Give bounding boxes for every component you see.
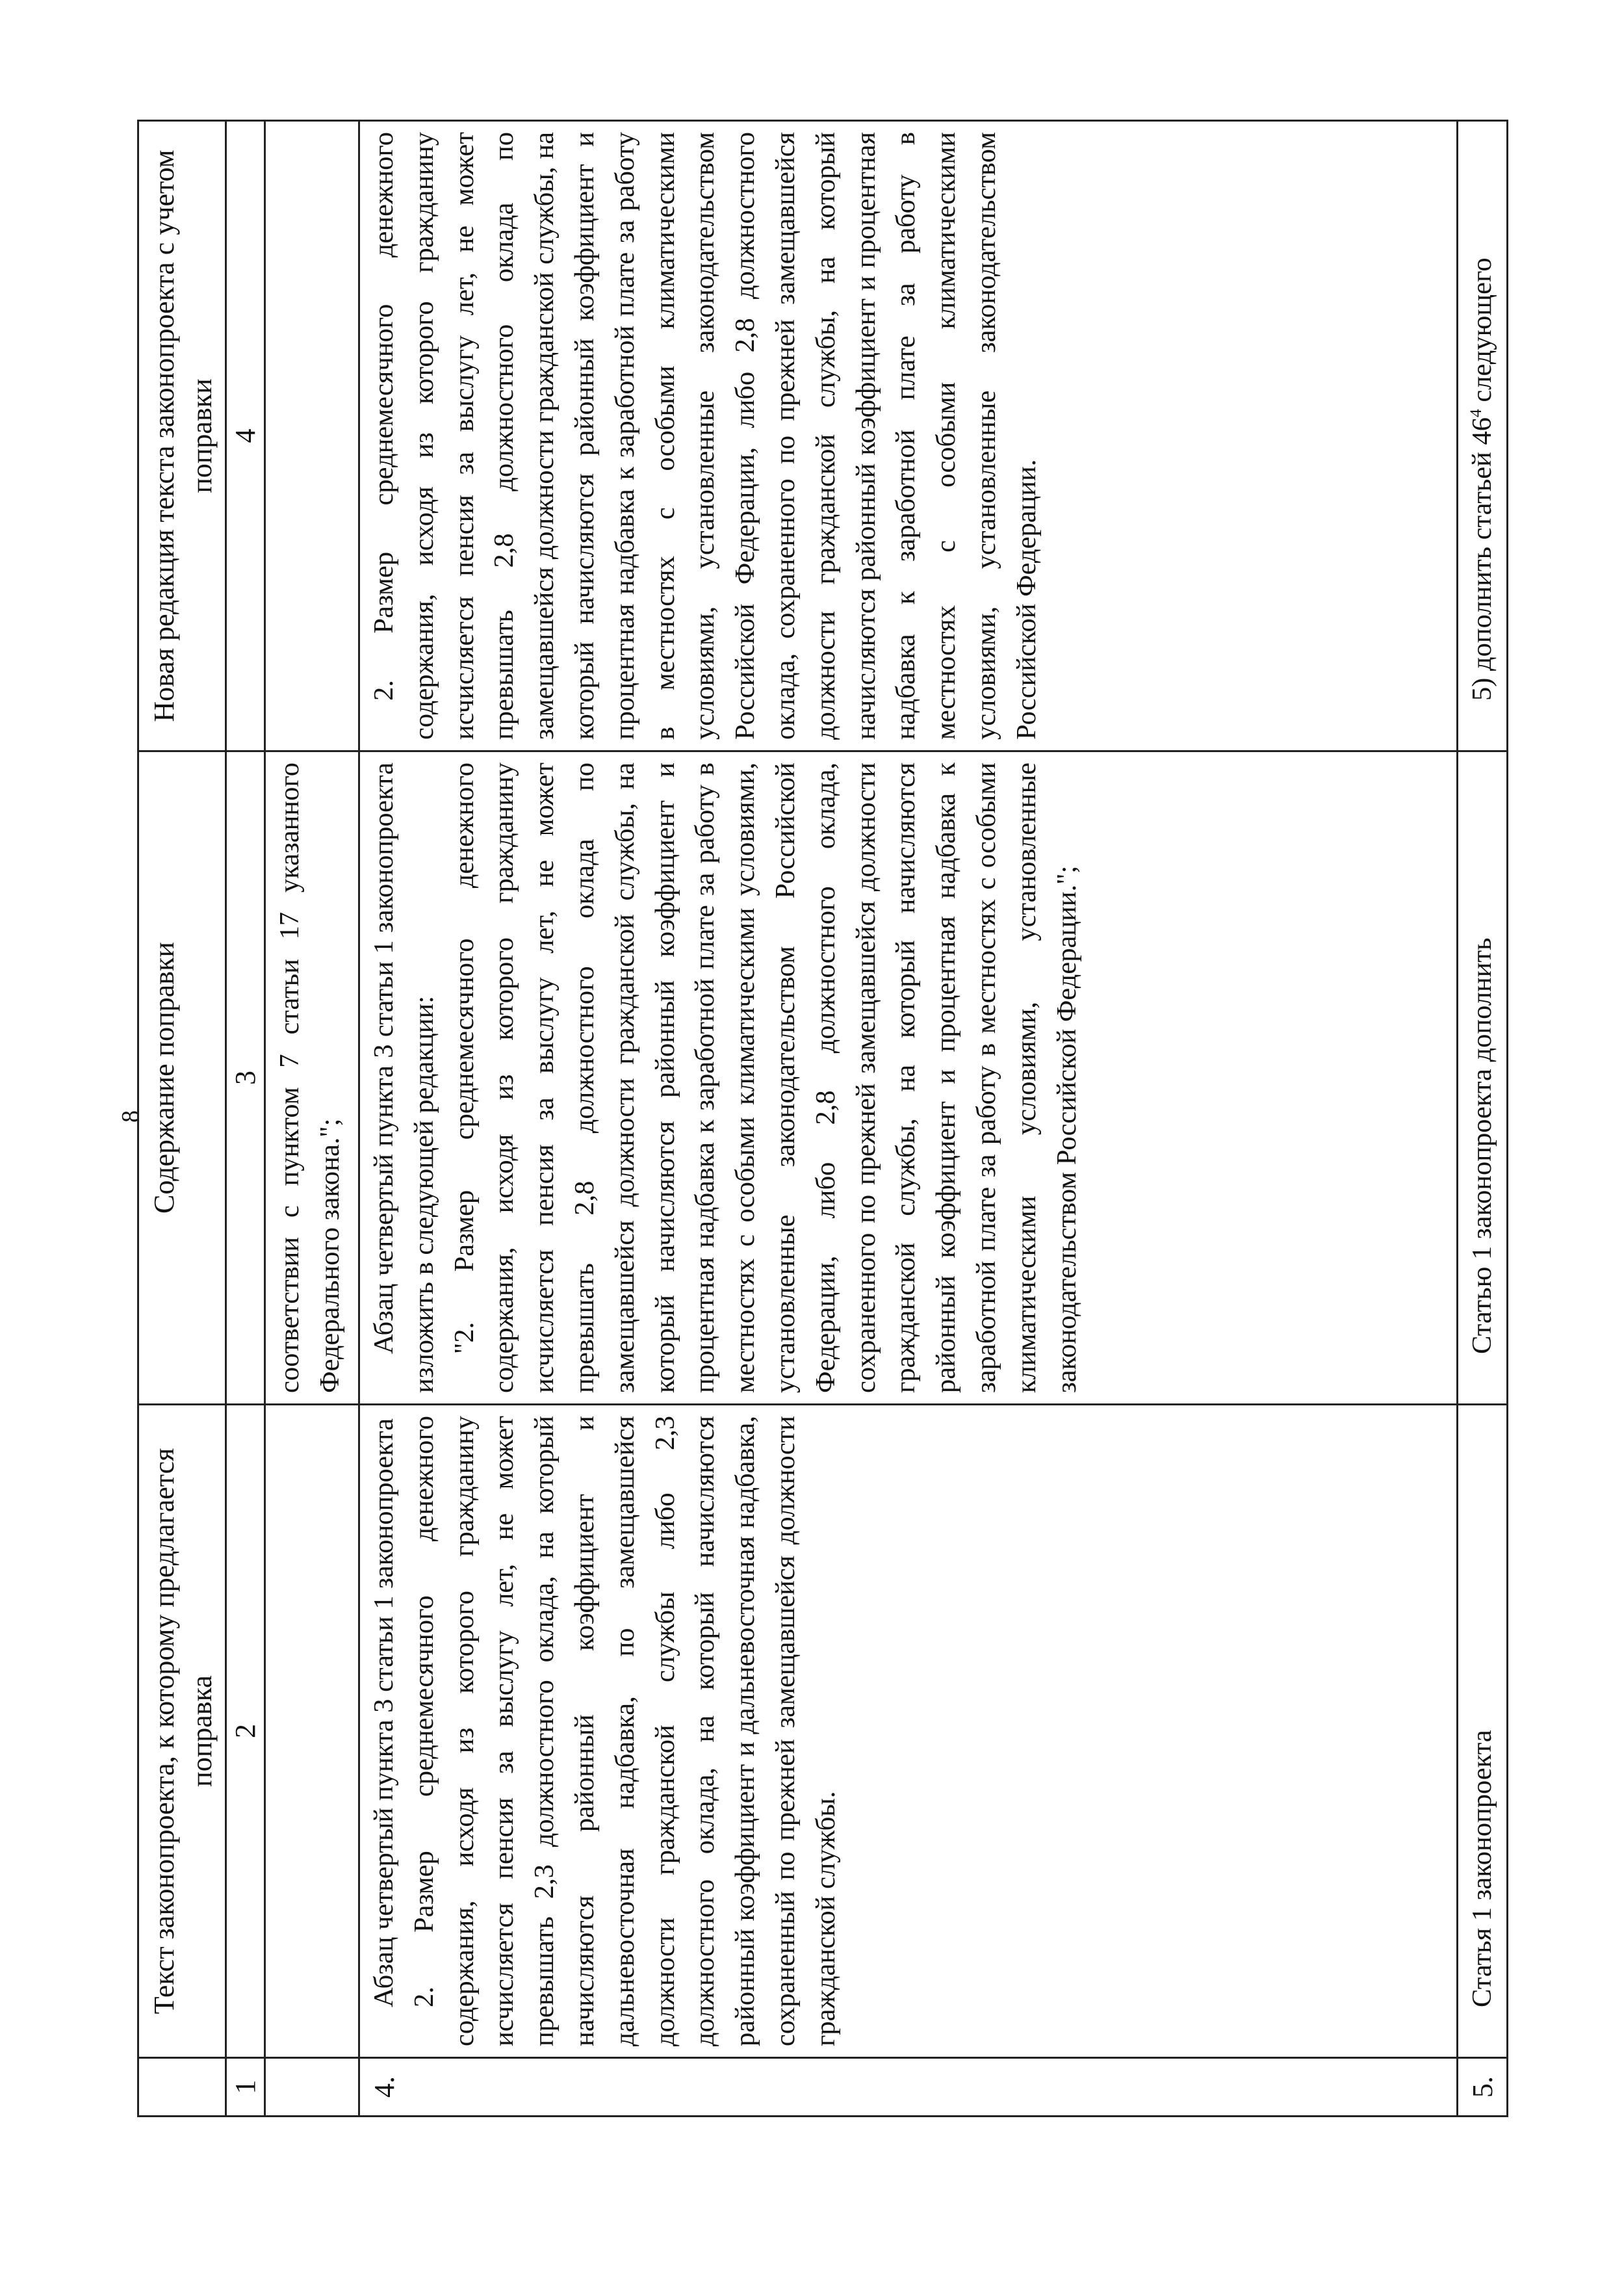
table-row [265, 121, 359, 2117]
row-col-3-text: соответствии с пунктом 7 статьи 17 указанного Федерального закона."; [274, 763, 345, 1393]
row-col-4-text [1462, 132, 1502, 740]
row-col-3-text: Статью 1 законопроекта дополнить [1467, 937, 1497, 1354]
header-col-4: Новая редакция текста законопроекта с учетом поправки [138, 121, 226, 751]
amendments-table [137, 120, 1508, 2117]
row-col-4-text: 2. Размер среднемесячного денежного содержания, исходя из которого гражданину исчисляется пенсия за выслугу лет, не может превышать 2,8 должностного оклада по замещавшейся должности гражданской службы, на который начисляются районный коэффициент и процентная надбавка к заработной плате за работу в местностях с особыми климатическими условиями, установленные законодательством Российской Федерации, либо 2,8 должностного оклада, сохраненного по прежней замещавшейся должности гражданской службы, на который начисляются районный коэффициент и процентная надбавка к заработной плате за работу в местностях с особыми климатическими условиями, установленные законодательством Российской Федерации. [368, 132, 1042, 740]
row-col-2-heading: Абзац четвертый пункта 3 статьи 1 законопроекта [368, 1418, 399, 2007]
column-number: 4 [226, 121, 265, 751]
column-number-row [226, 121, 265, 2117]
header-col-2: Текст законопроекта, к которому предлагается поправка [138, 1405, 226, 2058]
table-row [1458, 121, 1508, 2117]
amendments-table-sheet [137, 122, 1499, 2117]
row-number [265, 2058, 359, 2117]
page-number: 8 [117, 1110, 144, 1123]
row-col-2 [265, 1405, 359, 2058]
column-number: 1 [226, 2058, 265, 2117]
row-col-4 [265, 121, 359, 751]
row-number: 4. [359, 2058, 1458, 2117]
superscript-number: 4 [1465, 409, 1485, 417]
row-col-2 [1458, 1405, 1508, 2058]
table-header-row [138, 121, 226, 2117]
row-col-2-text: 2. Размер среднемесячного денежного содержания, исходя из которого гражданину исчисляется пенсия за выслугу лет, не может превышать 2,3 должностного оклада, на который начисляются районный коэффициент и дальневосточная надбавка, по замещавшейся должности гражданской службы либо 2,3 должностного оклада, на который начисляются районный коэффициент и дальневосточная надбавка, сохраненный по прежней замещавшейся должности гражданской службы. [408, 1416, 841, 2046]
row-col-3 [359, 751, 1458, 1405]
row-number: 5. [1458, 2058, 1508, 2117]
column-number: 3 [226, 751, 265, 1405]
header-col-1 [138, 2058, 226, 2117]
row-col-3-text: "2. Размер среднемесячного денежного содержания, исходя из которого гражданину исчисляется пенсия за выслугу лет, не может превышать 2,8 должностного оклада по замещавшейся должности гражданской службы, на который начисляются районный коэффициент и процентная надбавка к заработной плате за работу в местностях с особыми климатическими условиями, установленные законодательством Российской Федерации, либо 2,8 должностного оклада, сохраненного по прежней замещавшейся должности гражданской службы, на который начисляются районный коэффициент и процентная надбавка к заработной плате за работу в местностях с особыми климатическими условиями, установленные законодательством Российской Федерации."; [448, 763, 1082, 1393]
row-col-3-heading: Абзац четвертый пункта 3 статьи 1 законопроекта изложить в следующей редакции: [368, 763, 439, 1393]
row-col-4 [359, 121, 1458, 751]
row-col-4-text-after: следующего [1467, 257, 1497, 410]
row-col-2 [359, 1405, 1458, 2058]
row-col-3 [1458, 751, 1508, 1405]
column-number: 2 [226, 1405, 265, 2058]
row-col-2-text: Статья 1 законопроекта [1467, 1730, 1497, 2007]
header-col-3: Содержание поправки [138, 751, 226, 1405]
row-col-3 [265, 751, 359, 1405]
row-col-4-text-before: 5) дополнить статьей 46 [1467, 417, 1497, 701]
row-col-4 [1458, 121, 1508, 751]
table-row [359, 121, 1458, 2117]
